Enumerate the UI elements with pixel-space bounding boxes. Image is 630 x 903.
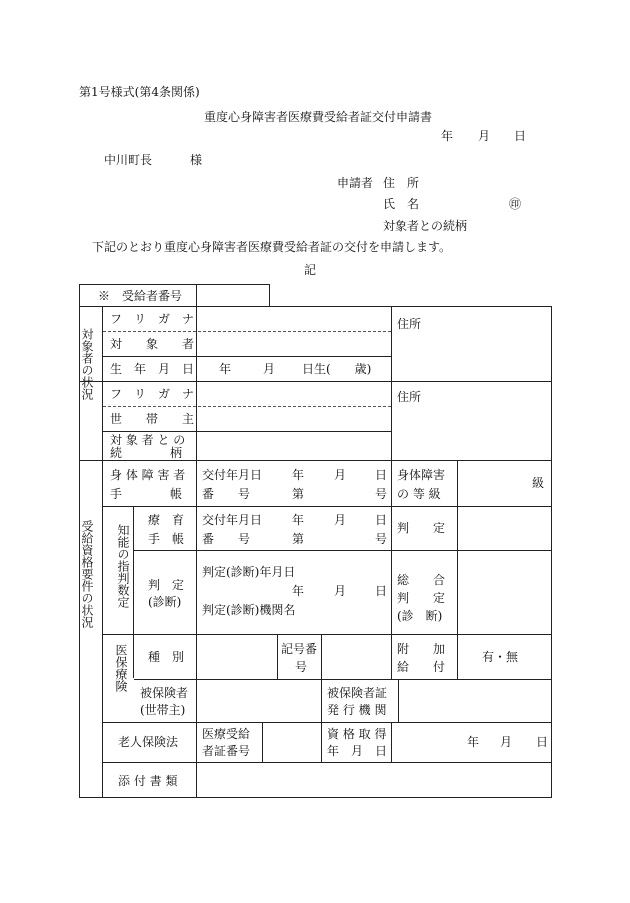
shubetsu-label: 種 別 (148, 650, 185, 664)
relation-label-b: 続 柄 (110, 446, 183, 460)
birth-day-age: 日生( 歳) (302, 362, 372, 376)
medical-insurance-label: 医保療険 (114, 644, 128, 692)
intellectual-label: 知能の指判数定 (116, 524, 130, 608)
addressee: 中川町長 (104, 153, 153, 167)
subject-section-label: 対象者の状況 (80, 328, 94, 400)
shindan-org-label: 判定(診断)機関名 (202, 603, 296, 617)
qualification-a: 資 格 取 得 (327, 727, 387, 741)
elderly-no-b: 者証番号 (202, 744, 251, 758)
name-label: 氏 名 (383, 197, 420, 211)
issuer-a: 被保険者証 (327, 686, 388, 700)
judgment-label: 判 定 (397, 521, 446, 535)
applicant-label: 申請者 (337, 176, 374, 190)
relation-label: 対象者との続柄 (383, 219, 468, 233)
grade-unit: 級 (532, 476, 545, 490)
shindan-b: (診断) (148, 595, 182, 609)
subject-address-label: 住所 (397, 317, 422, 331)
ryoiku-issue-date-label: 交付年月日 (202, 513, 263, 527)
birthdate-label: 生 年 月 日 (110, 362, 195, 376)
disability-grade-a: 身体障害 (397, 468, 446, 482)
householder-furigana-label: フ リ ガ ナ (110, 387, 195, 401)
page-title: 重度心身障害者医療費受給者証交付申請書 (204, 110, 433, 124)
date-month: 月 (478, 129, 491, 143)
sogo-a: 総 合 (397, 573, 446, 587)
ryoiku-number-go: 号 (375, 532, 388, 546)
qualification-b: 年 月 日 (327, 744, 388, 758)
eligibility-section-label: 受給資格要件の状況 (80, 520, 94, 628)
physical-handbook-a: 身 体 障 害 者 (110, 468, 186, 482)
number-dai: 第 (292, 487, 305, 501)
fuka-value: 有・無 (482, 650, 519, 664)
disability-grade-b: の 等 級 (397, 487, 441, 501)
request-text: 下記のとおり重度心身障害者医療費受給者証の交付を申請します。 (92, 240, 452, 254)
form-number: 第1号様式(第4条関係) (79, 85, 200, 99)
issue-year: 年 (292, 468, 305, 482)
ryoiku-day: 日 (375, 513, 388, 527)
ryoiku-month: 月 (334, 513, 347, 527)
addressee-suffix: 様 (190, 153, 203, 167)
fuka-a: 附 加 (397, 642, 446, 656)
recipient-number-label: ※ 受給者番号 (98, 289, 183, 303)
attachments-label: 添 付 書 類 (118, 774, 178, 788)
shindan-year: 年 (292, 584, 305, 598)
furigana-label: フ リ ガ ナ (110, 312, 195, 326)
shindan-day: 日 (375, 584, 388, 598)
physical-handbook-b: 手 帳 (110, 487, 183, 501)
issue-day: 日 (375, 468, 388, 482)
qualification-day: 日 (536, 735, 549, 749)
shindan-a: 判 定 (148, 578, 185, 592)
householder-label: 世 帯 主 (110, 412, 195, 426)
ki-mark: 記 (304, 263, 317, 277)
kigo-a: 記号番 (281, 642, 318, 656)
fuka-b: 給 付 (397, 660, 446, 674)
birth-year: 年 (219, 362, 232, 376)
ryoiku-b: 手 帳 (148, 532, 185, 546)
date-day: 日 (514, 129, 527, 143)
date-year: 年 (441, 129, 454, 143)
elderly-label: 老人保険法 (118, 735, 179, 749)
subject-label: 対 象 者 (110, 337, 195, 351)
seal-icon: ㊞ (509, 197, 522, 211)
kigo-b: 号 (295, 660, 308, 674)
issue-date-label: 交付年月日 (202, 468, 263, 482)
address-label: 住 所 (383, 176, 420, 190)
issue-month: 月 (334, 468, 347, 482)
relation-label-a: 対 象 者 と の (110, 433, 186, 447)
ryoiku-year: 年 (292, 513, 305, 527)
householder-address-label: 住所 (397, 390, 422, 404)
number-go: 号 (375, 487, 388, 501)
sogo-c: (診 断) (397, 609, 443, 623)
issuer-b: 発 行 機 関 (327, 703, 387, 717)
birth-month: 月 (263, 362, 276, 376)
sogo-b: 判 定 (397, 591, 446, 605)
shindan-date-label: 判定(診断)年月日 (202, 565, 296, 579)
insured-a: 被保険者 (140, 686, 189, 700)
elderly-no-a: 医療受給 (202, 727, 251, 741)
ryoiku-number-label: 番 号 (202, 532, 251, 546)
qualification-year: 年 (467, 735, 480, 749)
ryoiku-number-dai: 第 (292, 532, 305, 546)
insured-b: (世帯主) (140, 703, 186, 717)
shindan-month: 月 (334, 584, 347, 598)
number-label: 番 号 (202, 487, 251, 501)
qualification-month: 月 (500, 735, 513, 749)
ryoiku-a: 療 育 (148, 513, 185, 527)
